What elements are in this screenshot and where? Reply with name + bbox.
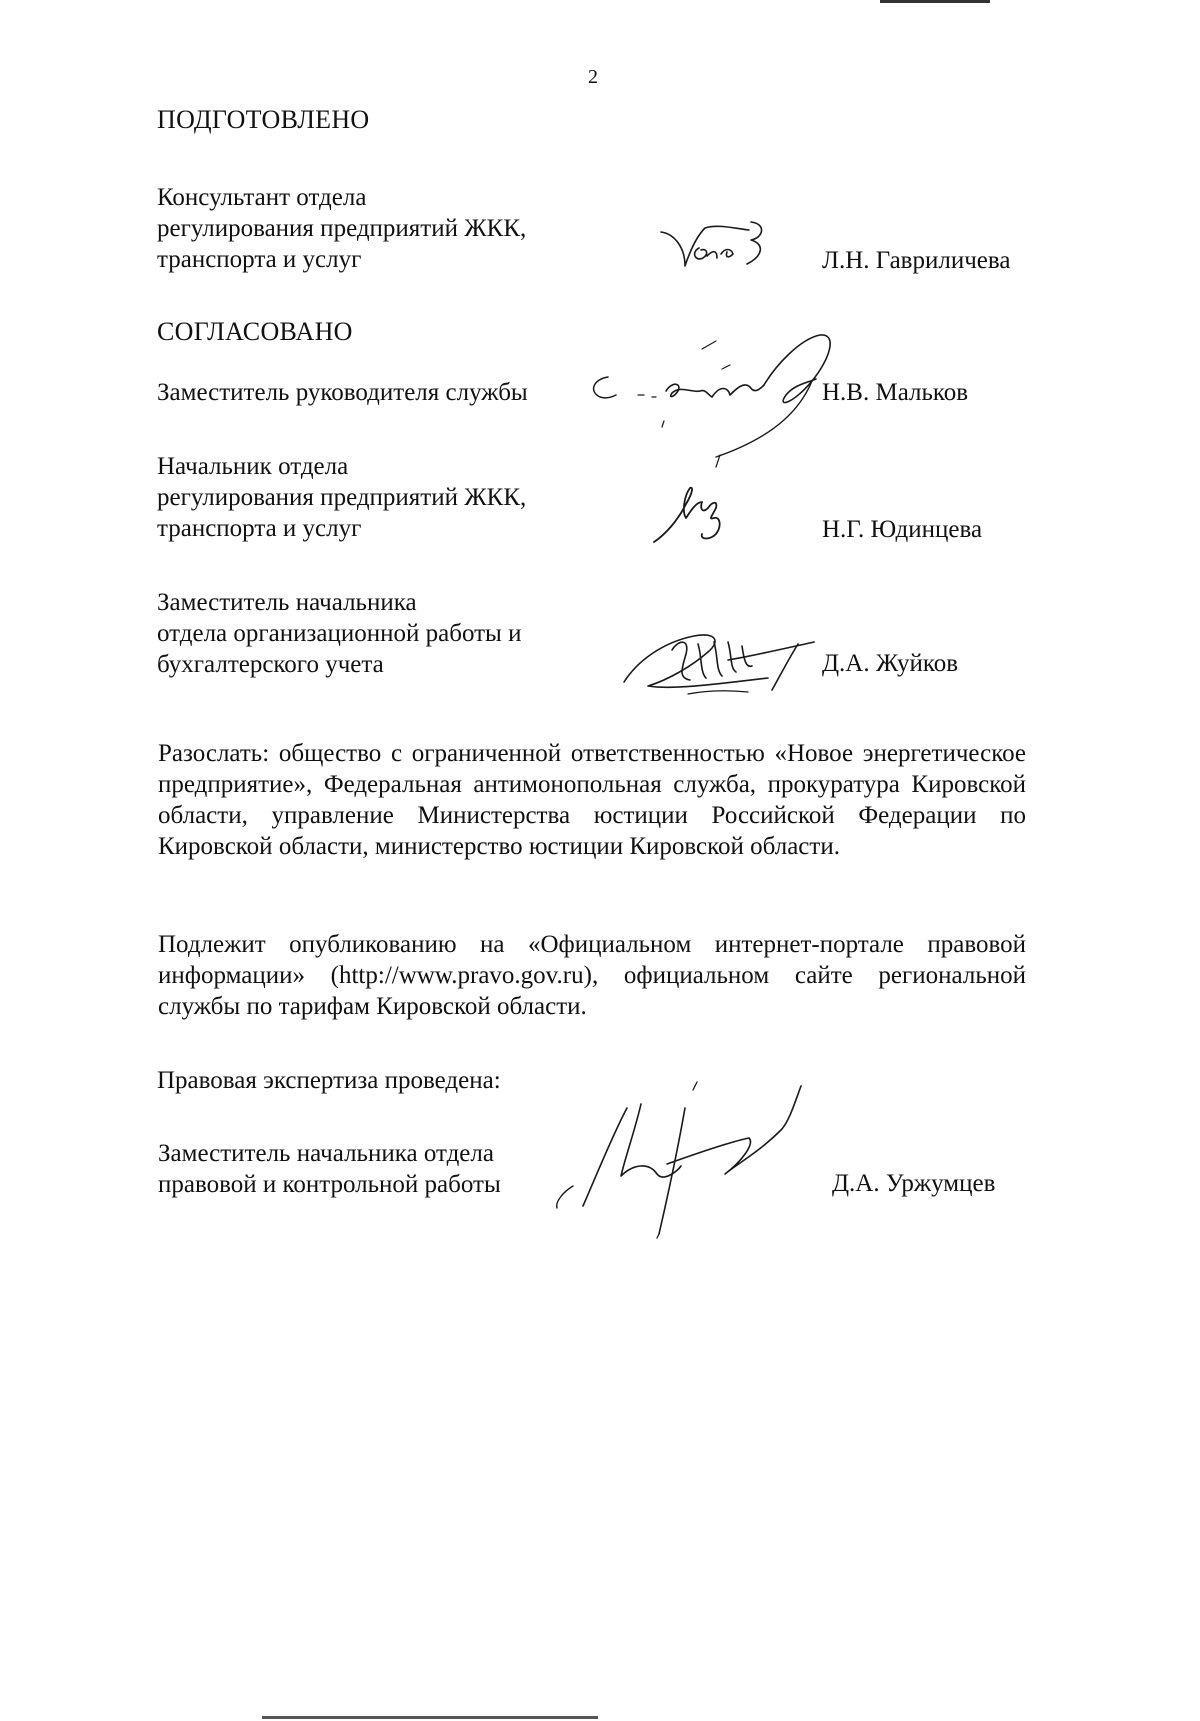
- prepared-position: [157, 182, 526, 275]
- signature-yudintseva: [650, 478, 740, 550]
- signature-malkov: [580, 325, 860, 475]
- legal-review-name: Д.А. Уржумцев: [832, 1170, 996, 1197]
- position-line: Заместитель руководителя службы: [157, 379, 528, 406]
- publication-paragraph: Подлежит опубликованию на «Официальном интернет-портале правовой информации» (http://www.pravo.gov.ru), официальном сайте региональной службы по тарифам Кировской области.: [158, 931, 1026, 1020]
- position-line: бухгалтерского учета: [157, 651, 384, 678]
- signature-gavrilicheva: [655, 218, 775, 278]
- position-line: отдела организационной работы и: [157, 620, 522, 647]
- legal-review-position: [158, 1138, 501, 1200]
- position-line: Консультант отдела: [157, 184, 367, 211]
- position-line: транспорта и услуг: [157, 515, 362, 542]
- position-line: транспорта и услуг: [157, 246, 362, 273]
- approver-1-name: Н.В. Мальков: [822, 379, 969, 406]
- approver-2-name: Н.Г. Юдинцева: [822, 516, 983, 543]
- prepared-heading: ПОДГОТОВЛЕНО: [157, 105, 370, 134]
- position-line: Заместитель начальника отдела: [158, 1140, 494, 1167]
- position-line: Заместитель начальника: [157, 589, 417, 616]
- position-line: Начальник отдела: [157, 453, 349, 480]
- approver-3-position: [157, 587, 521, 680]
- scan-edge-mark: [262, 1716, 598, 1719]
- scan-edge-mark: [880, 0, 990, 3]
- approver-1-position: [157, 377, 528, 408]
- legal-review-heading: Правовая экспертиза проведена:: [157, 1067, 501, 1094]
- approver-3-name: Д.А. Жуйков: [822, 650, 959, 677]
- signature-zhuikov: [618, 620, 828, 700]
- approved-heading: СОГЛАСОВАНО: [157, 317, 353, 346]
- distribution-paragraph: Разослать: общество с ограниченной ответственностью «Новое энергетическое предприятие», Федеральная антимонопольная служба, прокуратура Кировской области, управление Министерства юстиции Российской Федерации по Кировской области, министерство юстиции Кировской области.: [158, 740, 1026, 860]
- prepared-name: Л.Н. Гавриличева: [822, 247, 1011, 274]
- page-number: 2: [588, 66, 598, 88]
- position-line: регулирования предприятий ЖКК,: [157, 484, 527, 511]
- position-line: регулирования предприятий ЖКК,: [157, 215, 527, 242]
- approver-2-position: [157, 451, 526, 544]
- signature-urzhumtsev: [545, 1078, 815, 1238]
- position-line: правовой и контрольной работы: [158, 1171, 501, 1198]
